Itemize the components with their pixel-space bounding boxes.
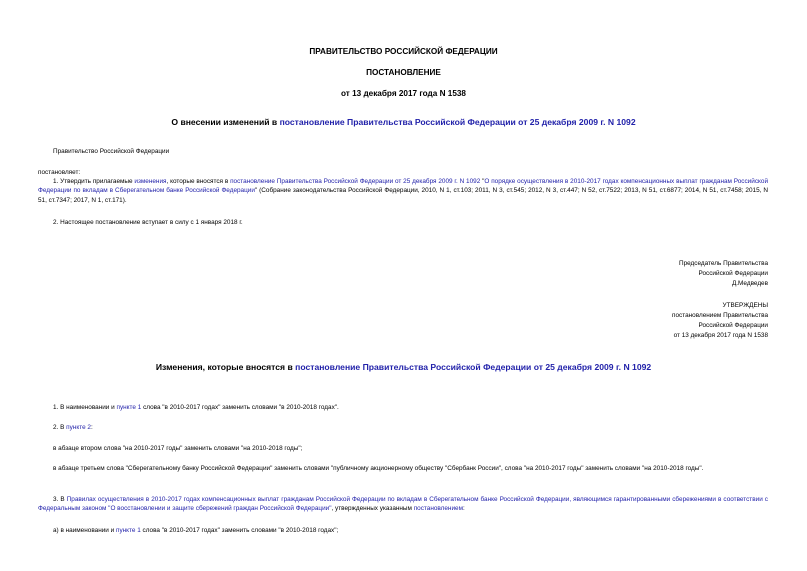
document-title (0, 117, 807, 127)
signature-name: Д.Медведев (731, 280, 768, 287)
decree-title-link[interactable]: О порядке осуществления в 2010-2017 годах компенсационных выплат гражданам Российской Федерации по вкладам в Сберегательном банке Российской Федерации (38, 178, 769, 195)
paragraph-1-text-c: " (480, 178, 485, 185)
change-item-3-text-b: , утвержденных указанным (331, 505, 414, 513)
paragraph-2: 2. Настоящее постановление вступает в силу с 1 января 2018 г. (53, 219, 243, 226)
point-2-link[interactable]: пункте 2 (66, 424, 91, 431)
changes-title-text: Изменения, которые вносятся в (155, 362, 296, 372)
changes-link[interactable]: изменения (134, 178, 167, 185)
approved-date: от 13 декабря 2017 года N 1538 (673, 332, 768, 339)
document-title-text: О внесении изменений в (171, 117, 280, 127)
approved-label: УТВЕРЖДЕНЫ (722, 302, 768, 309)
change-item-2-paragraph-3: в абзаце третьем слова "Сберегательному банку Российской Федерации" заменить словами "публичному акционерному обществу "Сбербанк России", слова "на 2010-2017 годы" заменить словами "на 2010-2018 годы". (53, 465, 704, 472)
approved-by: постановлением Правительства (672, 312, 768, 319)
document-type-heading: ПОСТАНОВЛЕНИЕ (366, 68, 441, 77)
rules-link[interactable]: Правилах осуществления в 2010-2017 годах компенсационных выплат гражданам Российской Федерации по вкладам в Сберегательном банке Российской Федерации, являющимся гарантированными сбережениями в соответствии с Федеральным законом "О восстановлении и защите сбережений граждан Российской Федерации" (38, 496, 768, 513)
paragraph-1 (38, 177, 768, 205)
date-number-heading: от 13 декабря 2017 года N 1538 (341, 89, 466, 98)
resolution-link[interactable]: постановлением (413, 505, 463, 513)
approved-country: Российской Федерации (698, 322, 768, 329)
change-item-3 (38, 495, 768, 514)
point-1-link-2[interactable]: пункте 1 (115, 527, 141, 534)
point-1-link[interactable]: пункте 1 (116, 404, 142, 411)
signature-country: Российской Федерации (698, 270, 768, 277)
change-item-3-sub-a-text-b: слова "в 2010-2017 годах" заменить словами "в 2010-2018 годах"; (140, 527, 339, 534)
decree-1092-link[interactable]: постановление Правительства Российской Федерации от 25 декабря 2009 г. N 1092 (230, 178, 481, 185)
signature-position: Председатель Правительства (679, 260, 768, 267)
change-item-2-text-a: 2. В (53, 424, 67, 431)
changes-title-link[interactable]: постановление Правительства Российской Федерации от 25 декабря 2009 г. N 1092 (295, 362, 652, 372)
change-item-2 (53, 423, 93, 432)
paragraph-1-text-b: , которые вносятся в (166, 178, 231, 185)
change-item-3-sub-a (53, 526, 338, 535)
paragraph-1-text-d: " (Собрание законодательства Российской Федерации, 2010, N 1, ст.103; 2011, N 3, ст.545; 2012, N 3, ст.447; N 52, ст.7522; 2013, N 51, ст.6877; 2014, N 51, ст.7458; 2015, N 51, ст.7347; 2017, N 1, ст.171). (38, 187, 768, 204)
document-title-link[interactable]: постановление Правительства Российской Федерации от 25 декабря 2009 г. N 1092 (279, 117, 636, 127)
paragraph-1-text-a: 1. Утвердить прилагаемые (53, 178, 135, 185)
change-item-3-text-c: : (462, 505, 465, 513)
intro-text: Правительство Российской Федерации (53, 148, 170, 155)
change-item-1 (53, 403, 339, 412)
changes-title (0, 362, 807, 372)
resolves-text: постановляет: (38, 169, 81, 176)
change-item-1-text-a: 1. В наименовании и (53, 404, 117, 411)
change-item-1-text-b: слова "в 2010-2017 годах" заменить словами "в 2010-2018 годах". (141, 404, 339, 411)
change-item-3-text-a: 3. В (53, 496, 67, 503)
change-item-2-paragraph-2: в абзаце втором слова "на 2010-2017 годы" заменить словами "на 2010-2018 годы"; (53, 445, 303, 452)
change-item-3-sub-a-text-a: а) в наименовании и (53, 527, 116, 534)
change-item-2-text-b: : (90, 424, 93, 431)
government-heading: ПРАВИТЕЛЬСТВО РОССИЙСКОЙ ФЕДЕРАЦИИ (309, 47, 498, 56)
